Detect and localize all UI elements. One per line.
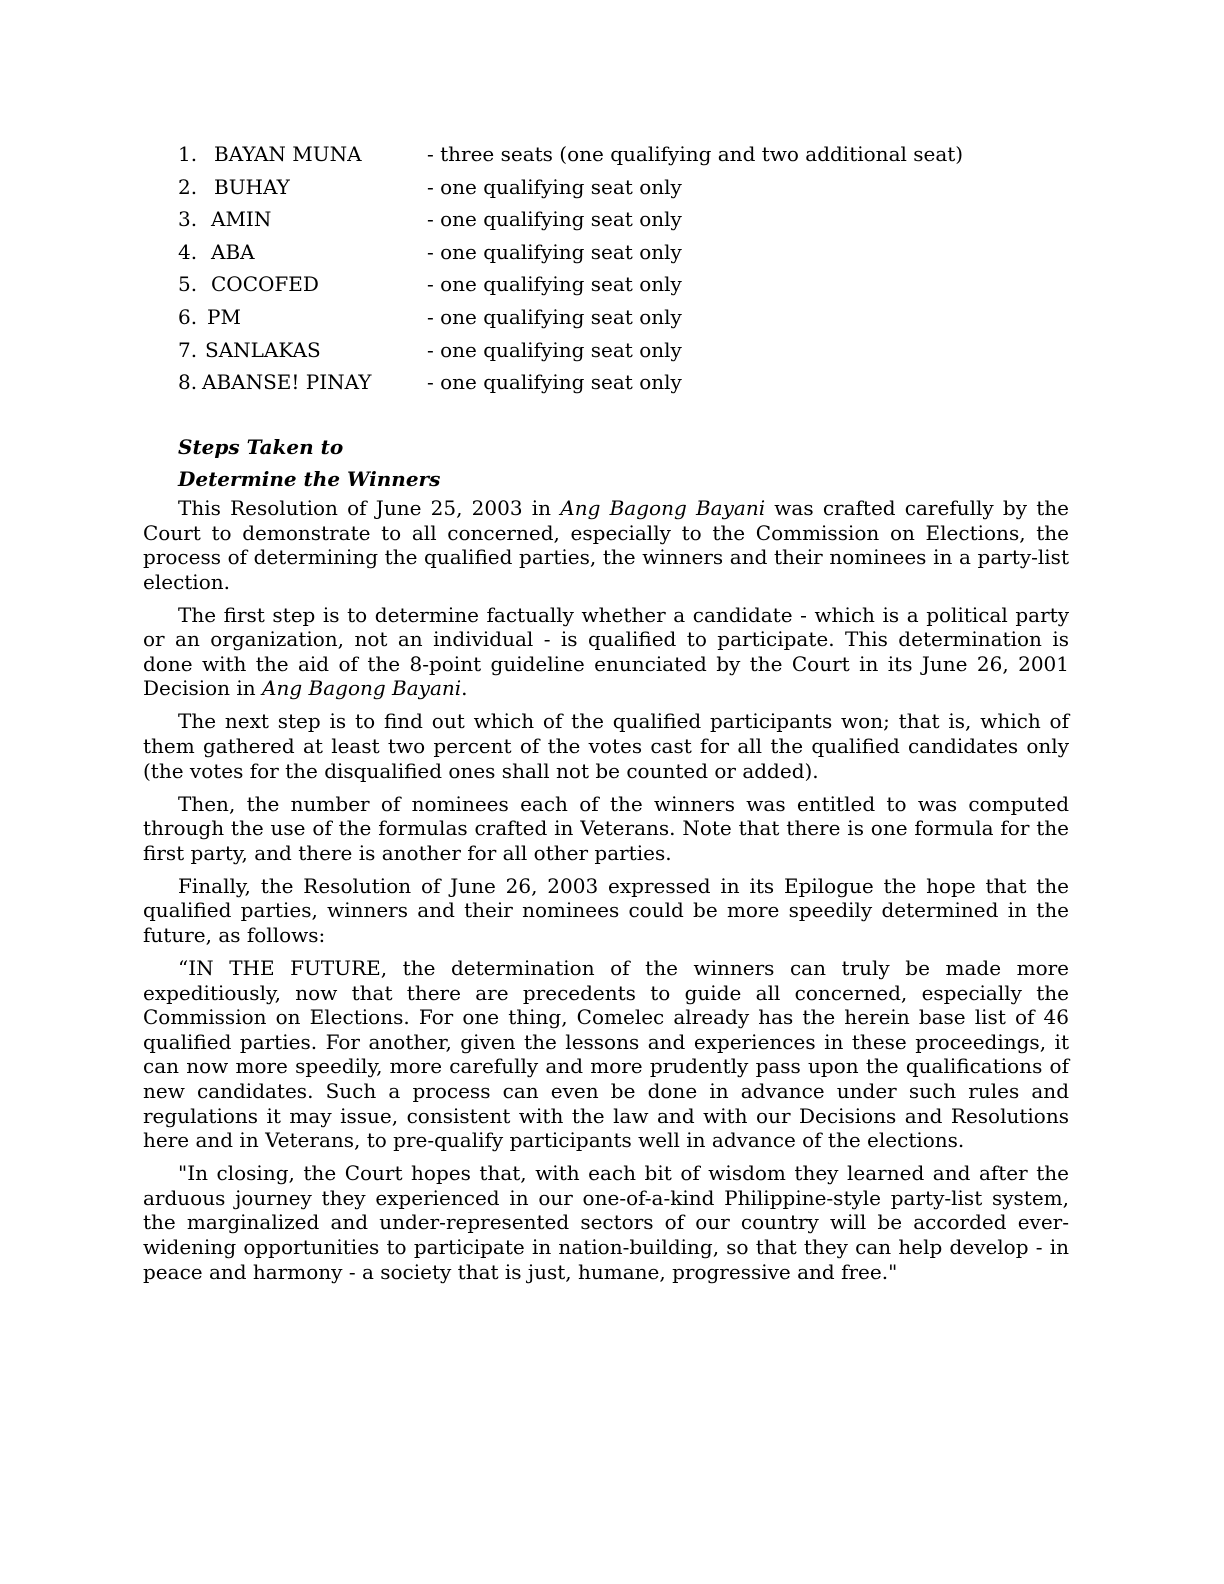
item-number: 2. <box>178 174 198 199</box>
section-heading-line-1: Steps Taken to <box>178 434 344 459</box>
seat-description: - one qualifying seat only <box>427 337 682 362</box>
section-heading-line-2: Determine the Winners <box>178 467 441 492</box>
list-item <box>178 236 1069 269</box>
party-name: PM <box>207 304 241 329</box>
paragraph-epilogue-intro: Finally, the Resolution of June 26, 2003 expressed in its Epilogue the hope that the qualified parties, winners and their nominees could be more speedily determined in the future, as follows: <box>143 873 1069 947</box>
item-number: 5. <box>178 272 198 297</box>
item-number: 1. <box>178 142 198 166</box>
party-cell <box>178 203 427 236</box>
list-item <box>178 366 1069 399</box>
item-number: 7. <box>178 337 198 362</box>
paragraph-next-step: The next step is to find out which of the qualified participants won; that is, which of them gathered at least two percent of the votes cast for all the qualified candidates only (the votes for the disqualified ones shall not be counted or added). <box>143 709 1069 783</box>
list-item <box>178 268 1069 301</box>
party-name: ABA <box>211 239 255 264</box>
party-name: BUHAY <box>214 174 290 199</box>
party-name: AMIN <box>211 207 272 232</box>
paragraph-text: . <box>461 676 468 701</box>
item-number: 6. <box>178 304 198 329</box>
party-name: COCOFED <box>211 272 319 297</box>
seat-description: - one qualifying seat only <box>427 207 682 232</box>
seat-description: - one qualifying seat only <box>427 304 682 329</box>
party-cell <box>178 301 427 334</box>
party-cell <box>178 334 427 367</box>
party-cell <box>178 268 427 301</box>
list-item <box>178 334 1069 367</box>
list-item <box>178 301 1069 334</box>
paragraph-text: The first step is to determine factually whether a candidate - which is a political party or an organization, not an individual - is qualified to participate. This determination is done with the aid of the 8-point guideline enunciated by the Court in its June 26, 2001 Decision in <box>143 602 1069 701</box>
seat-description: - one qualifying seat only <box>427 174 682 199</box>
case-title-italic: Ang Bagong Bayani <box>262 676 462 701</box>
item-number: 8. <box>178 370 198 395</box>
list-item <box>178 203 1069 236</box>
paragraph-first-step <box>143 603 1069 701</box>
seat-description: - one qualifying seat only <box>427 239 682 264</box>
case-title-italic: Ang Bagong Bayani <box>560 495 766 520</box>
paragraph-text: This Resolution of June 25, 2003 in <box>178 495 561 520</box>
party-name: SANLAKAS <box>205 337 321 362</box>
paragraph-closing-quote: "In closing, the Court hopes that, with each bit of wisdom they learned and after the arduous journey they experienced in our one-of-a-kind Philippine-style party-list system, the marginalized and under-represented sectors of our country will be accorded ever-widening opportunities to participate in nation-building, so that they can help develop - in peace and harmony - a society that is just, humane, progressive and free." <box>143 1161 1069 1284</box>
page-content <box>143 138 1069 1292</box>
party-name: BAYAN MUNA <box>214 142 362 166</box>
paragraph-resolution-intro <box>143 496 1069 594</box>
paragraph-text: was crafted carefully by the Court to demonstrate to all concerned, especially to the Commission on Elections, the process of determining the qualified parties, the winners and their nominees in a party-list election. <box>143 495 1069 594</box>
item-number: 4. <box>178 239 198 264</box>
list-item <box>178 171 1069 204</box>
party-cell <box>178 138 427 171</box>
seat-description: - one qualifying seat only <box>427 272 682 297</box>
party-cell <box>178 236 427 269</box>
seat-description: - three seats (one qualifying and two additional seat) <box>427 142 964 166</box>
seat-description: - one qualifying seat only <box>427 370 682 395</box>
seat-allocation-list <box>143 138 1069 399</box>
item-number: 3. <box>178 207 198 232</box>
party-cell <box>178 366 427 399</box>
party-cell <box>178 171 427 204</box>
party-name: ABANSE! PINAY <box>202 370 372 395</box>
list-item <box>178 138 1069 171</box>
paragraph-future-quote: “IN THE FUTURE, the determination of the winners can truly be made more expeditiously, now that there are precedents to guide all concerned, especially the Commission on Elections. For one thing, Comelec already has the herein base list of 46 qualified parties. For another, given the lessons and experiences in these proceedings, it can now more speedily, more carefully and more prudently pass upon the qualifications of new candidates. Such a process can even be done in advance under such rules and regulations it may issue, consistent with the law and with our Decisions and Resolutions here and in Veterans, to pre-qualify participants well in advance of the elections. <box>143 955 1069 1153</box>
paragraph-nominees-computation: Then, the number of nominees each of the winners was entitled to was computed through the use of the formulas crafted in Veterans. Note that there is one formula for the first party, and there is another for all other parties. <box>143 791 1069 865</box>
section-heading <box>143 431 1069 496</box>
